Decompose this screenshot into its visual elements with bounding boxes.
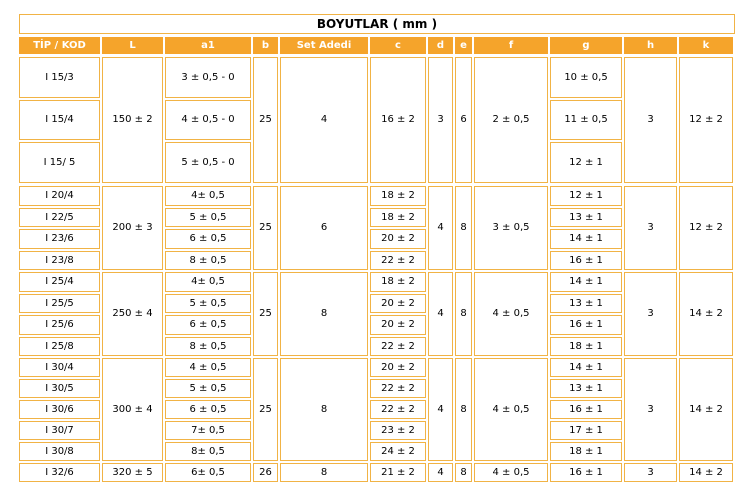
cell-a1: 7± 0,5 (165, 421, 251, 440)
row-code: I 25/6 (19, 315, 100, 335)
cell-a1: 5 ± 0,5 - 0 (165, 142, 251, 183)
cell-d: 4 (428, 272, 453, 356)
row-code: I 15/4 (19, 100, 100, 140)
cell-k: 12 ± 2 (679, 186, 733, 270)
cell-a1: 8 ± 0,5 (165, 337, 251, 356)
cell-g: 18 ± 1 (550, 442, 622, 461)
cell-a1: 8 ± 0,5 (165, 251, 251, 270)
cell-g: 14 ± 1 (550, 358, 622, 377)
cell-a1: 4± 0,5 (165, 272, 251, 292)
cell-a1: 5 ± 0,5 (165, 294, 251, 313)
column-header-L: L (102, 37, 163, 54)
cell-h: 3 (624, 272, 677, 356)
cell-g: 14 ± 1 (550, 229, 622, 249)
column-header-h: h (624, 37, 677, 54)
cell-c: 20 ± 2 (370, 315, 426, 335)
cell-e: 8 (455, 186, 472, 270)
cell-k: 14 ± 2 (679, 358, 733, 461)
row-code: I 20/4 (19, 186, 100, 206)
cell-g: 13 ± 1 (550, 294, 622, 313)
row-code: I 15/3 (19, 57, 100, 98)
cell-c: 18 ± 2 (370, 208, 426, 227)
cell-f: 4 ± 0,5 (474, 463, 548, 482)
column-header-b: b (253, 37, 278, 54)
cell-h: 3 (624, 57, 677, 183)
cell-a1: 8± 0,5 (165, 442, 251, 461)
cell-g: 16 ± 1 (550, 315, 622, 335)
cell-L: 250 ± 4 (102, 272, 163, 356)
cell-f: 3 ± 0,5 (474, 186, 548, 270)
cell-a1: 6 ± 0,5 (165, 315, 251, 335)
cell-a1: 6 ± 0,5 (165, 229, 251, 249)
row-code: I 32/6 (19, 463, 100, 482)
cell-c: 22 ± 2 (370, 379, 426, 398)
cell-g: 14 ± 1 (550, 272, 622, 292)
cell-c: 24 ± 2 (370, 442, 426, 461)
cell-e: 8 (455, 358, 472, 461)
cell-c: 22 ± 2 (370, 337, 426, 356)
cell-e: 8 (455, 272, 472, 356)
cell-g: 12 ± 1 (550, 186, 622, 206)
cell-h: 3 (624, 358, 677, 461)
cell-g: 12 ± 1 (550, 142, 622, 183)
cell-a1: 6± 0,5 (165, 463, 251, 482)
column-header-f: f (474, 37, 548, 54)
cell-b: 26 (253, 463, 278, 482)
cell-a1: 3 ± 0,5 - 0 (165, 57, 251, 98)
cell-b: 25 (253, 57, 278, 183)
cell-a1: 4 ± 0,5 (165, 358, 251, 377)
cell-g: 13 ± 1 (550, 379, 622, 398)
cell-g: 13 ± 1 (550, 208, 622, 227)
cell-c: 21 ± 2 (370, 463, 426, 482)
cell-g: 16 ± 1 (550, 463, 622, 482)
cell-c: 16 ± 2 (370, 57, 426, 183)
cell-a1: 4± 0,5 (165, 186, 251, 206)
cell-c: 20 ± 2 (370, 294, 426, 313)
cell-f: 4 ± 0,5 (474, 272, 548, 356)
cell-f: 4 ± 0,5 (474, 358, 548, 461)
cell-d: 4 (428, 186, 453, 270)
cell-c: 20 ± 2 (370, 358, 426, 377)
table-title: BOYUTLAR ( mm ) (19, 14, 735, 34)
cell-a1: 6 ± 0,5 (165, 400, 251, 419)
row-code: I 25/8 (19, 337, 100, 356)
cell-e: 8 (455, 463, 472, 482)
row-code: I 23/6 (19, 229, 100, 249)
cell-a1: 5 ± 0,5 (165, 379, 251, 398)
cell-d: 3 (428, 57, 453, 183)
cell-c: 22 ± 2 (370, 400, 426, 419)
column-header-a1: a1 (165, 37, 251, 54)
cell-c: 22 ± 2 (370, 251, 426, 270)
row-code: I 30/4 (19, 358, 100, 377)
cell-k: 12 ± 2 (679, 57, 733, 183)
cell-k: 14 ± 2 (679, 463, 733, 482)
row-code: I 15/ 5 (19, 142, 100, 183)
cell-c: 23 ± 2 (370, 421, 426, 440)
row-code: I 23/8 (19, 251, 100, 270)
cell-set: 4 (280, 57, 368, 183)
cell-a1: 5 ± 0,5 (165, 208, 251, 227)
cell-c: 20 ± 2 (370, 229, 426, 249)
cell-g: 11 ± 0,5 (550, 100, 622, 140)
row-code: I 30/7 (19, 421, 100, 440)
column-header-g: g (550, 37, 622, 54)
cell-L: 300 ± 4 (102, 358, 163, 461)
cell-set: 8 (280, 272, 368, 356)
column-header-c: c (370, 37, 426, 54)
cell-d: 4 (428, 463, 453, 482)
row-code: I 25/5 (19, 294, 100, 313)
column-header-e: e (455, 37, 472, 54)
column-header-d: d (428, 37, 453, 54)
cell-g: 16 ± 1 (550, 400, 622, 419)
cell-b: 25 (253, 358, 278, 461)
row-code: I 22/5 (19, 208, 100, 227)
cell-set: 8 (280, 358, 368, 461)
cell-set: 8 (280, 463, 368, 482)
cell-g: 18 ± 1 (550, 337, 622, 356)
row-code: I 30/5 (19, 379, 100, 398)
row-code: I 30/8 (19, 442, 100, 461)
cell-e: 6 (455, 57, 472, 183)
cell-b: 25 (253, 186, 278, 270)
cell-L: 150 ± 2 (102, 57, 163, 183)
cell-set: 6 (280, 186, 368, 270)
cell-d: 4 (428, 358, 453, 461)
cell-h: 3 (624, 186, 677, 270)
cell-L: 320 ± 5 (102, 463, 163, 482)
column-header-tip: TİP / KOD (19, 37, 100, 54)
cell-g: 17 ± 1 (550, 421, 622, 440)
cell-b: 25 (253, 272, 278, 356)
cell-k: 14 ± 2 (679, 272, 733, 356)
cell-a1: 4 ± 0,5 - 0 (165, 100, 251, 140)
cell-h: 3 (624, 463, 677, 482)
row-code: I 25/4 (19, 272, 100, 292)
cell-f: 2 ± 0,5 (474, 57, 548, 183)
row-code: I 30/6 (19, 400, 100, 419)
cell-L: 200 ± 3 (102, 186, 163, 270)
cell-c: 18 ± 2 (370, 272, 426, 292)
cell-g: 10 ± 0,5 (550, 57, 622, 98)
column-header-set: Set Adedi (280, 37, 368, 54)
cell-g: 16 ± 1 (550, 251, 622, 270)
cell-c: 18 ± 2 (370, 186, 426, 206)
column-header-k: k (679, 37, 733, 54)
